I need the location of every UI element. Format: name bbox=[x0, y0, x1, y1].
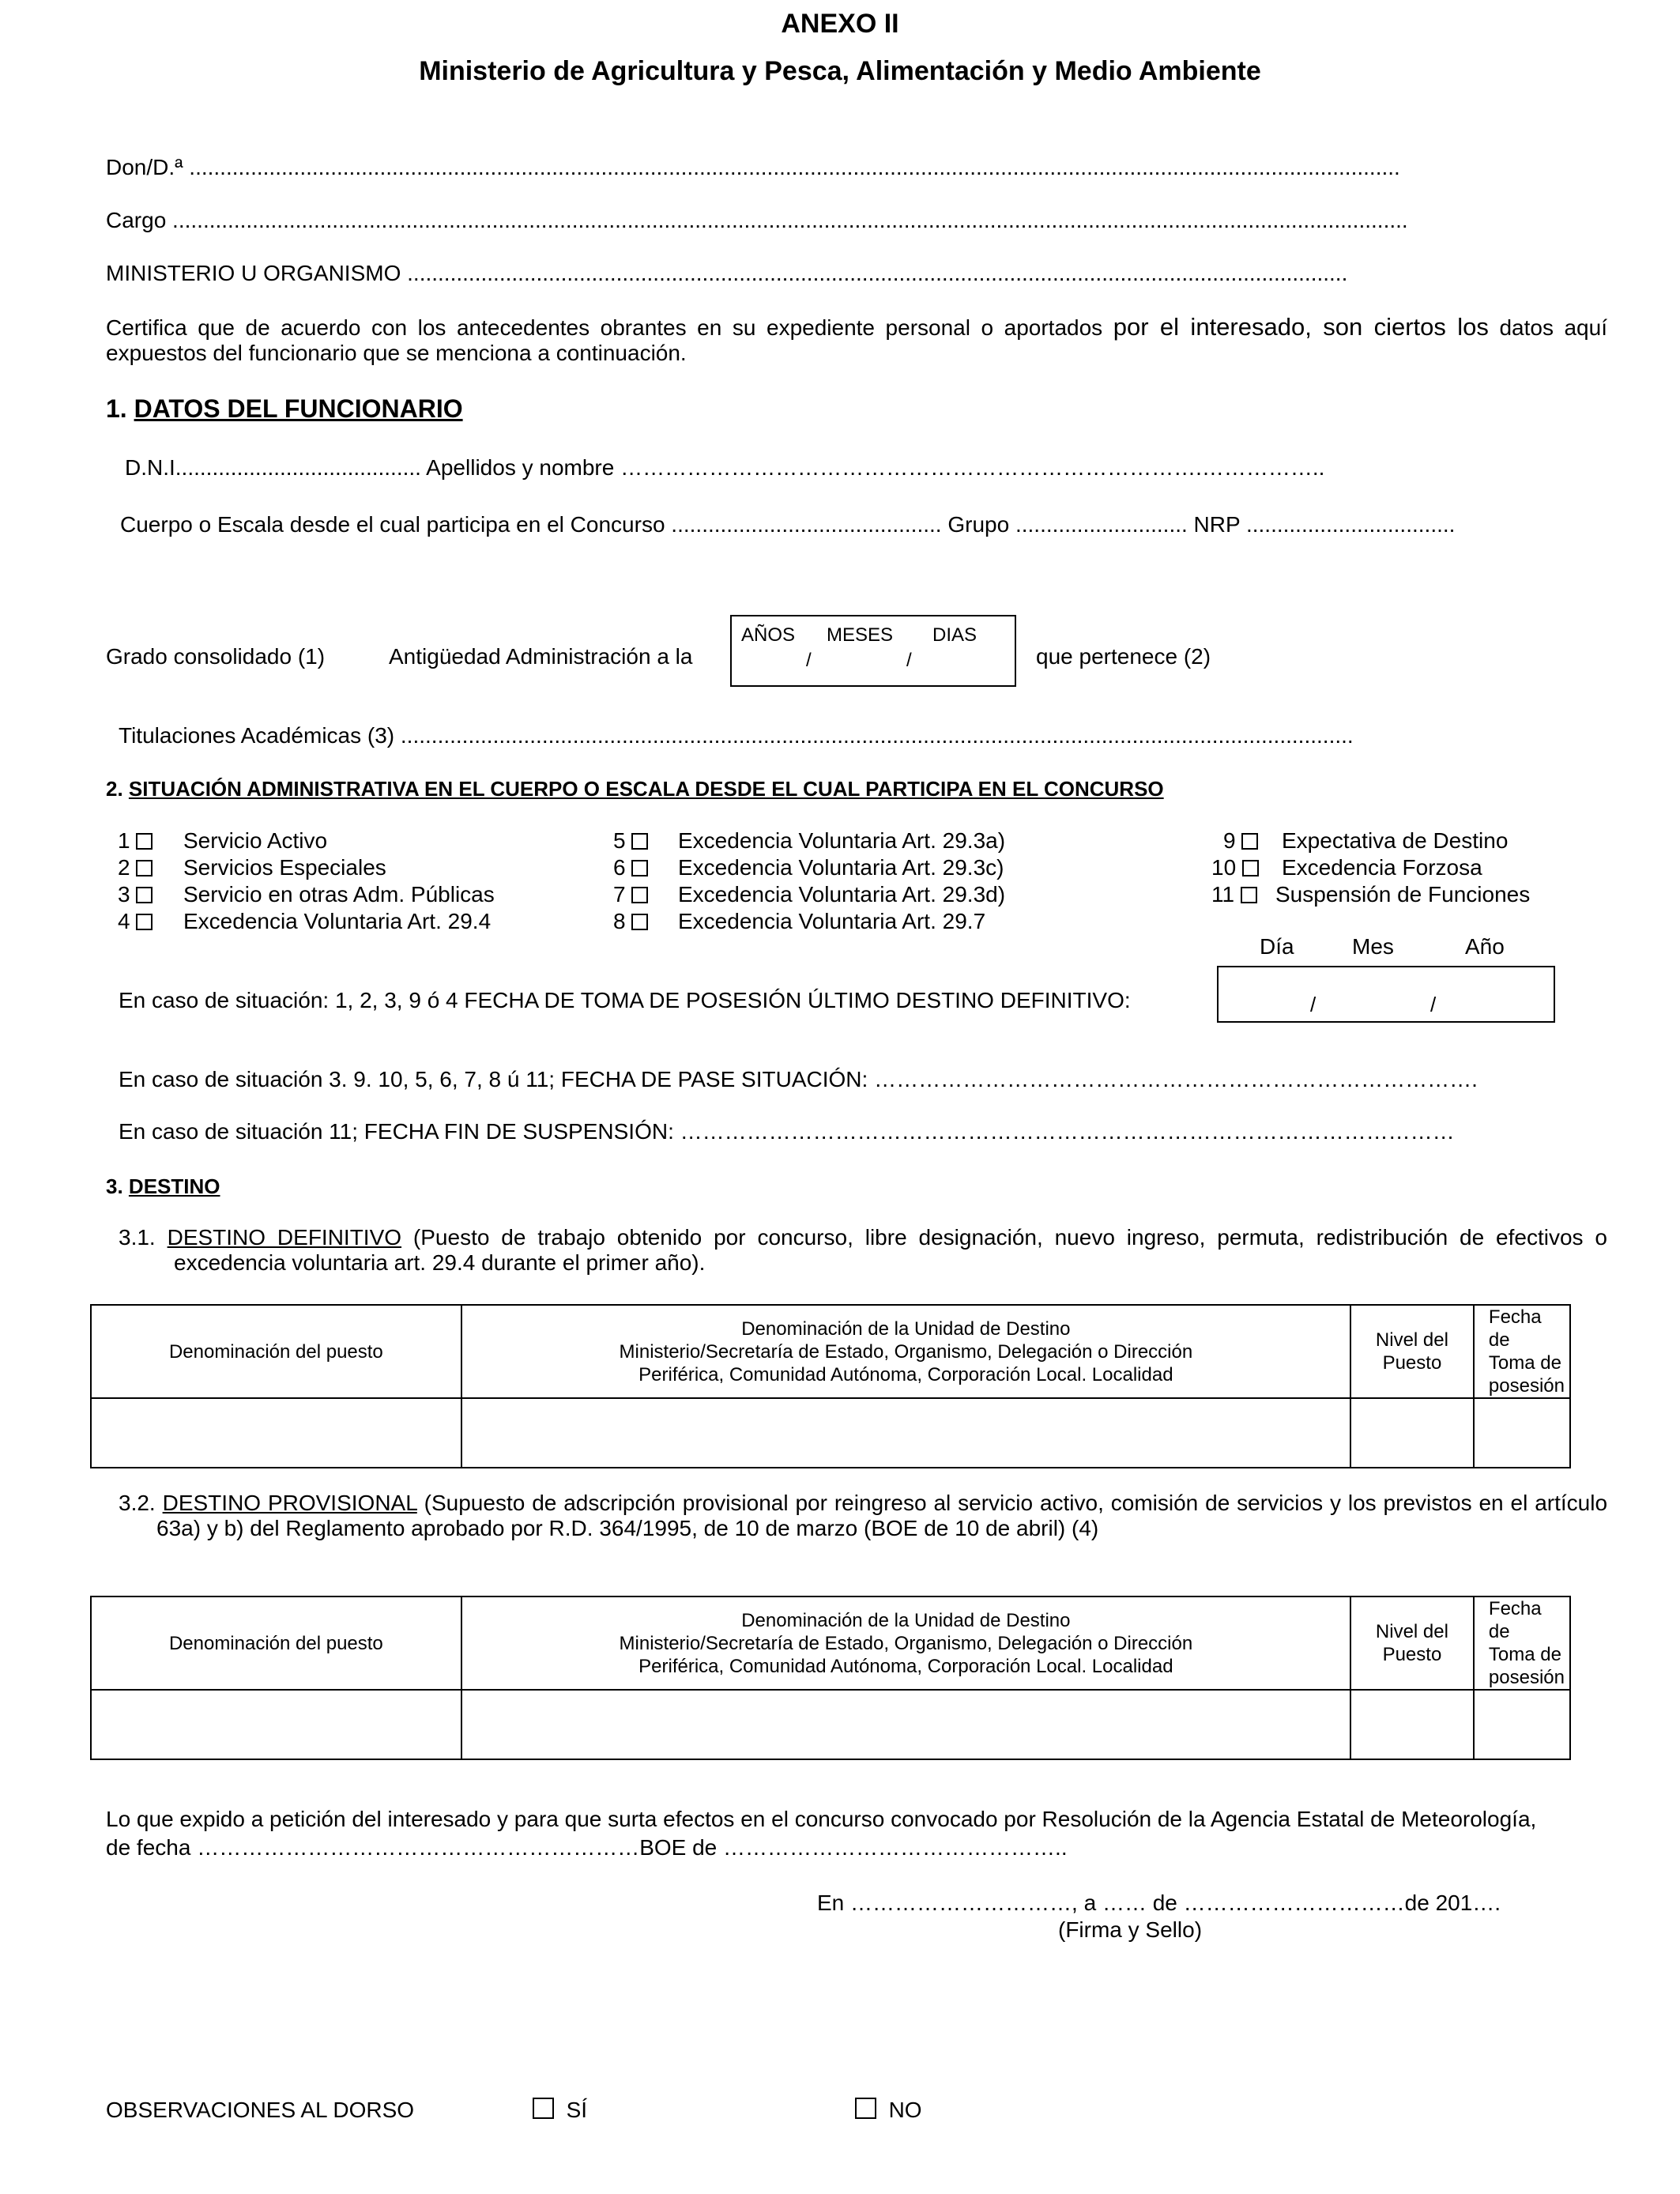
header-fecha-3: posesión bbox=[1488, 1375, 1565, 1397]
date-slash-1: / bbox=[1310, 993, 1317, 1016]
situacion-option-2[interactable] bbox=[118, 855, 153, 880]
situacion-option-7[interactable] bbox=[613, 882, 648, 907]
situacion-label-8: Excedencia Voluntaria Art. 29.7 bbox=[678, 909, 986, 933]
checkbox[interactable] bbox=[631, 860, 648, 876]
cargo-field[interactable]: Cargo ......................................................................................................................................................................................................... bbox=[106, 208, 1408, 232]
situacion-label-7: Excedencia Voluntaria Art. 29.3d) bbox=[678, 882, 1006, 907]
no-checkbox[interactable] bbox=[855, 2098, 876, 2119]
mes-label: Mes bbox=[1352, 934, 1394, 959]
section1-title: DATOS DEL FUNCIONARIO bbox=[134, 394, 463, 423]
grado-consolidado-label: Grado consolidado (1) bbox=[106, 644, 326, 669]
ministry-title: Ministerio de Agricultura y Pesca, Alimentación y Medio Ambiente bbox=[419, 56, 1261, 86]
antiguedad-label: Antigüedad Administración a la bbox=[389, 644, 693, 669]
situacion-label-3: Servicio en otras Adm. Públicas bbox=[183, 882, 495, 907]
fecha-fin-suspension-field[interactable]: En caso de situación 11; FECHA FIN DE SUSPENSIÓN: …………………………………………………………………………………………… bbox=[119, 1119, 1455, 1144]
header-unidad-2: Ministerio/Secretaría de Estado, Organismo, Delegación o Dirección bbox=[619, 1340, 1193, 1363]
header-nivel-1: Nivel del bbox=[1375, 1329, 1448, 1351]
checkbox[interactable] bbox=[136, 833, 153, 850]
cell-fecha[interactable] bbox=[1474, 1690, 1570, 1759]
firma-sello-label: (Firma y Sello) bbox=[1058, 1917, 1203, 1942]
no-label: NO bbox=[888, 2098, 922, 2122]
anos-label: AÑOS bbox=[741, 624, 796, 646]
section3-number: 3. bbox=[106, 1174, 129, 1198]
checkbox[interactable] bbox=[631, 914, 648, 930]
header-fecha bbox=[1474, 1596, 1570, 1690]
header-nivel-2: Puesto bbox=[1382, 1644, 1442, 1665]
header-fecha-3: posesión bbox=[1488, 1667, 1565, 1688]
slash-2: / bbox=[906, 650, 912, 671]
header-puesto: Denominación del puesto bbox=[91, 1596, 461, 1690]
header-unidad bbox=[461, 1305, 1350, 1398]
header-fecha-2: Toma de bbox=[1488, 1644, 1561, 1665]
situacion-option-11[interactable] bbox=[1211, 882, 1257, 907]
section2-title: SITUACIÓN ADMINISTRATIVA EN EL CUERPO O ESCALA DESDE EL CUAL PARTICIPA EN EL CONCURSO bbox=[128, 777, 1164, 801]
observaciones-si-option[interactable] bbox=[533, 2098, 587, 2123]
dias-label: DIAS bbox=[932, 624, 977, 646]
header-nivel-1: Nivel del bbox=[1375, 1621, 1448, 1642]
slash-1: / bbox=[806, 650, 812, 671]
cell-nivel[interactable] bbox=[1350, 1690, 1474, 1759]
header-fecha-1: Fecha de bbox=[1488, 1598, 1542, 1642]
destino-definitivo-table bbox=[90, 1304, 1571, 1468]
situacion-label-1: Servicio Activo bbox=[183, 828, 328, 853]
expido-line-1: Lo que expido a petición del interesado y para que surta efectos en el concurso convocado por Resolución de la Agencia Estatal de Meteorología, bbox=[106, 1807, 1537, 1831]
certifica-text-c: datos aquí expuestos del funcionario que se menciona a continuación. bbox=[106, 315, 1607, 365]
section2-number: 2. bbox=[106, 777, 129, 801]
destino-provisional-paragraph bbox=[119, 1491, 1607, 1541]
prov-number: 3.2. bbox=[119, 1491, 163, 1515]
situacion-option-8[interactable] bbox=[613, 909, 648, 934]
meses-label: MESES bbox=[827, 624, 894, 646]
lugar-fecha-line[interactable]: En …………………………, a …… de …………………………de 201…. bbox=[817, 1891, 1501, 1915]
annex-title: ANEXO II bbox=[781, 9, 899, 39]
dia-label: Día bbox=[1260, 934, 1294, 959]
checkbox[interactable] bbox=[631, 887, 648, 903]
section2-heading bbox=[106, 777, 1164, 801]
table-header-row bbox=[91, 1596, 1570, 1690]
def-number: 3.1. bbox=[119, 1225, 168, 1250]
header-nivel-2: Puesto bbox=[1382, 1352, 1442, 1374]
dni-apellidos-field[interactable]: D.N.I........................................ Apellidos y nombre …………………………………………………………………….…………….. bbox=[125, 455, 1325, 480]
option-number: 3 bbox=[118, 882, 130, 907]
destino-provisional-table bbox=[90, 1596, 1571, 1760]
situacion-option-10[interactable] bbox=[1211, 855, 1259, 880]
header-unidad-3: Periférica, Comunidad Autónoma, Corporación Local. Localidad bbox=[638, 1363, 1173, 1385]
section1-number: 1. bbox=[106, 394, 134, 423]
situacion-label-4: Excedencia Voluntaria Art. 29.4 bbox=[183, 909, 492, 933]
certifica-paragraph bbox=[106, 315, 1607, 366]
header-unidad-1: Denominación de la Unidad de Destino bbox=[741, 1609, 1071, 1631]
header-puesto: Denominación del puesto bbox=[91, 1305, 461, 1398]
toma-posesion-date-box[interactable] bbox=[1217, 966, 1555, 1023]
header-unidad-1: Denominación de la Unidad de Destino bbox=[741, 1318, 1071, 1340]
pertenece-label: que pertenece (2) bbox=[1036, 644, 1211, 669]
cell-nivel[interactable] bbox=[1350, 1398, 1474, 1468]
option-number: 7 bbox=[613, 882, 626, 907]
section3-heading bbox=[106, 1174, 220, 1198]
cell-fecha[interactable] bbox=[1474, 1398, 1570, 1468]
toma-posesion-label: En caso de situación: 1, 2, 3, 9 ó 4 FECHA DE TOMA DE POSESIÓN ÚLTIMO DESTINO DEFINITIVO: bbox=[119, 988, 1131, 1012]
situacion-label-10: Excedencia Forzosa bbox=[1282, 855, 1482, 880]
header-fecha-2: Toma de bbox=[1488, 1352, 1561, 1374]
situacion-option-3[interactable] bbox=[118, 882, 153, 907]
cell-puesto[interactable] bbox=[91, 1690, 461, 1759]
checkbox[interactable] bbox=[1241, 833, 1258, 850]
situacion-option-4[interactable] bbox=[118, 909, 153, 934]
option-number: 6 bbox=[613, 855, 626, 880]
table-row bbox=[91, 1398, 1570, 1468]
cell-unidad[interactable] bbox=[461, 1690, 1350, 1759]
observaciones-label: OBSERVACIONES AL DORSO bbox=[106, 2098, 415, 2122]
option-number: 8 bbox=[613, 909, 626, 933]
header-unidad-2: Ministerio/Secretaría de Estado, Organismo, Delegación o Dirección bbox=[619, 1632, 1193, 1654]
option-number: 5 bbox=[613, 828, 626, 853]
cuerpo-grupo-nrp-field[interactable]: Cuerpo o Escala desde el cual participa en el Concurso ............................................ Grupo ............................ NRP .................................. bbox=[120, 512, 1456, 537]
header-nivel bbox=[1350, 1596, 1474, 1690]
prov-title: DESTINO PROVISIONAL bbox=[162, 1491, 417, 1515]
checkbox[interactable] bbox=[631, 833, 648, 850]
checkbox[interactable] bbox=[136, 887, 153, 903]
header-unidad bbox=[461, 1596, 1350, 1690]
header-unidad-3: Periférica, Comunidad Autónoma, Corporación Local. Localidad bbox=[638, 1655, 1173, 1677]
certifica-text-a: Certifica que de acuerdo con los antecedentes obrantes en su expediente personal o aportados bbox=[106, 315, 1113, 340]
option-number: 10 bbox=[1211, 855, 1237, 880]
checkbox[interactable] bbox=[1242, 860, 1259, 876]
titulaciones-field[interactable]: Titulaciones Académicas (3) ........................................................................................................................................................... bbox=[119, 723, 1354, 748]
prov-text: (Supuesto de adscripción provisional por reingreso al servicio activo, comisión de servicios y los previstos en el artículo 63a) y b) del Reglamento aprobado por R.D. 364/1995, de 10 de marzo (BOE de 10 de abril) (4) bbox=[156, 1491, 1608, 1540]
checkbox[interactable] bbox=[1241, 887, 1257, 903]
table-row bbox=[91, 1690, 1570, 1759]
situacion-label-2: Servicios Especiales bbox=[183, 855, 386, 880]
observaciones-no-option[interactable] bbox=[855, 2098, 922, 2123]
si-checkbox[interactable] bbox=[533, 2098, 554, 2119]
fecha-pase-field[interactable]: En caso de situación 3. 9. 10, 5, 6, 7, 8 ú 11; FECHA DE PASE SITUACIÓN: ………………………………………………………………………. bbox=[119, 1067, 1478, 1091]
section3-title: DESTINO bbox=[128, 1174, 220, 1198]
option-number: 2 bbox=[118, 855, 130, 880]
certifica-text-b: por el interesado, son ciertos los bbox=[1113, 313, 1489, 341]
table-header-row bbox=[91, 1305, 1570, 1398]
option-number: 1 bbox=[118, 828, 130, 853]
option-number: 9 bbox=[1223, 828, 1236, 853]
situacion-label-9: Expectativa de Destino bbox=[1282, 828, 1509, 853]
cell-puesto[interactable] bbox=[91, 1398, 461, 1468]
ministerio-field[interactable]: MINISTERIO U ORGANISMO ......................................................................................................................................................... bbox=[106, 261, 1348, 285]
situacion-option-6[interactable] bbox=[613, 855, 648, 880]
situacion-option-1[interactable] bbox=[118, 828, 153, 854]
don-field[interactable]: Don/D.ª ..................................................................................................................................................................................................... bbox=[106, 155, 1400, 179]
header-fecha bbox=[1474, 1305, 1570, 1398]
section1-heading bbox=[106, 394, 463, 424]
si-label: SÍ bbox=[566, 2098, 588, 2122]
option-number: 4 bbox=[118, 909, 130, 933]
ano-label: Año bbox=[1465, 934, 1505, 959]
situacion-label-11: Suspensión de Funciones bbox=[1275, 882, 1531, 907]
cell-unidad[interactable] bbox=[461, 1398, 1350, 1468]
date-slash-2: / bbox=[1430, 993, 1437, 1016]
situacion-label-5: Excedencia Voluntaria Art. 29.3a) bbox=[678, 828, 1006, 853]
def-title: DESTINO DEFINITIVO bbox=[167, 1225, 402, 1250]
situacion-option-5[interactable] bbox=[613, 828, 648, 854]
def-text: (Puesto de trabajo obtenido por concurso, libre designación, nuevo ingreso, permuta, redistribución de efectivos o excedencia voluntaria art. 29.4 durante el primer año). bbox=[174, 1225, 1608, 1275]
situacion-option-9[interactable] bbox=[1223, 828, 1258, 854]
antiguedad-box[interactable] bbox=[730, 615, 1016, 687]
destino-definitivo-paragraph bbox=[119, 1225, 1607, 1276]
header-fecha-1: Fecha de bbox=[1488, 1306, 1542, 1351]
option-number: 11 bbox=[1211, 882, 1235, 907]
expido-line-2[interactable]: de fecha ……………………………………………………BOE de ……………………………………….. bbox=[106, 1835, 1068, 1860]
checkbox[interactable] bbox=[136, 860, 153, 876]
header-nivel bbox=[1350, 1305, 1474, 1398]
checkbox[interactable] bbox=[136, 914, 153, 930]
situacion-label-6: Excedencia Voluntaria Art. 29.3c) bbox=[678, 855, 1004, 880]
